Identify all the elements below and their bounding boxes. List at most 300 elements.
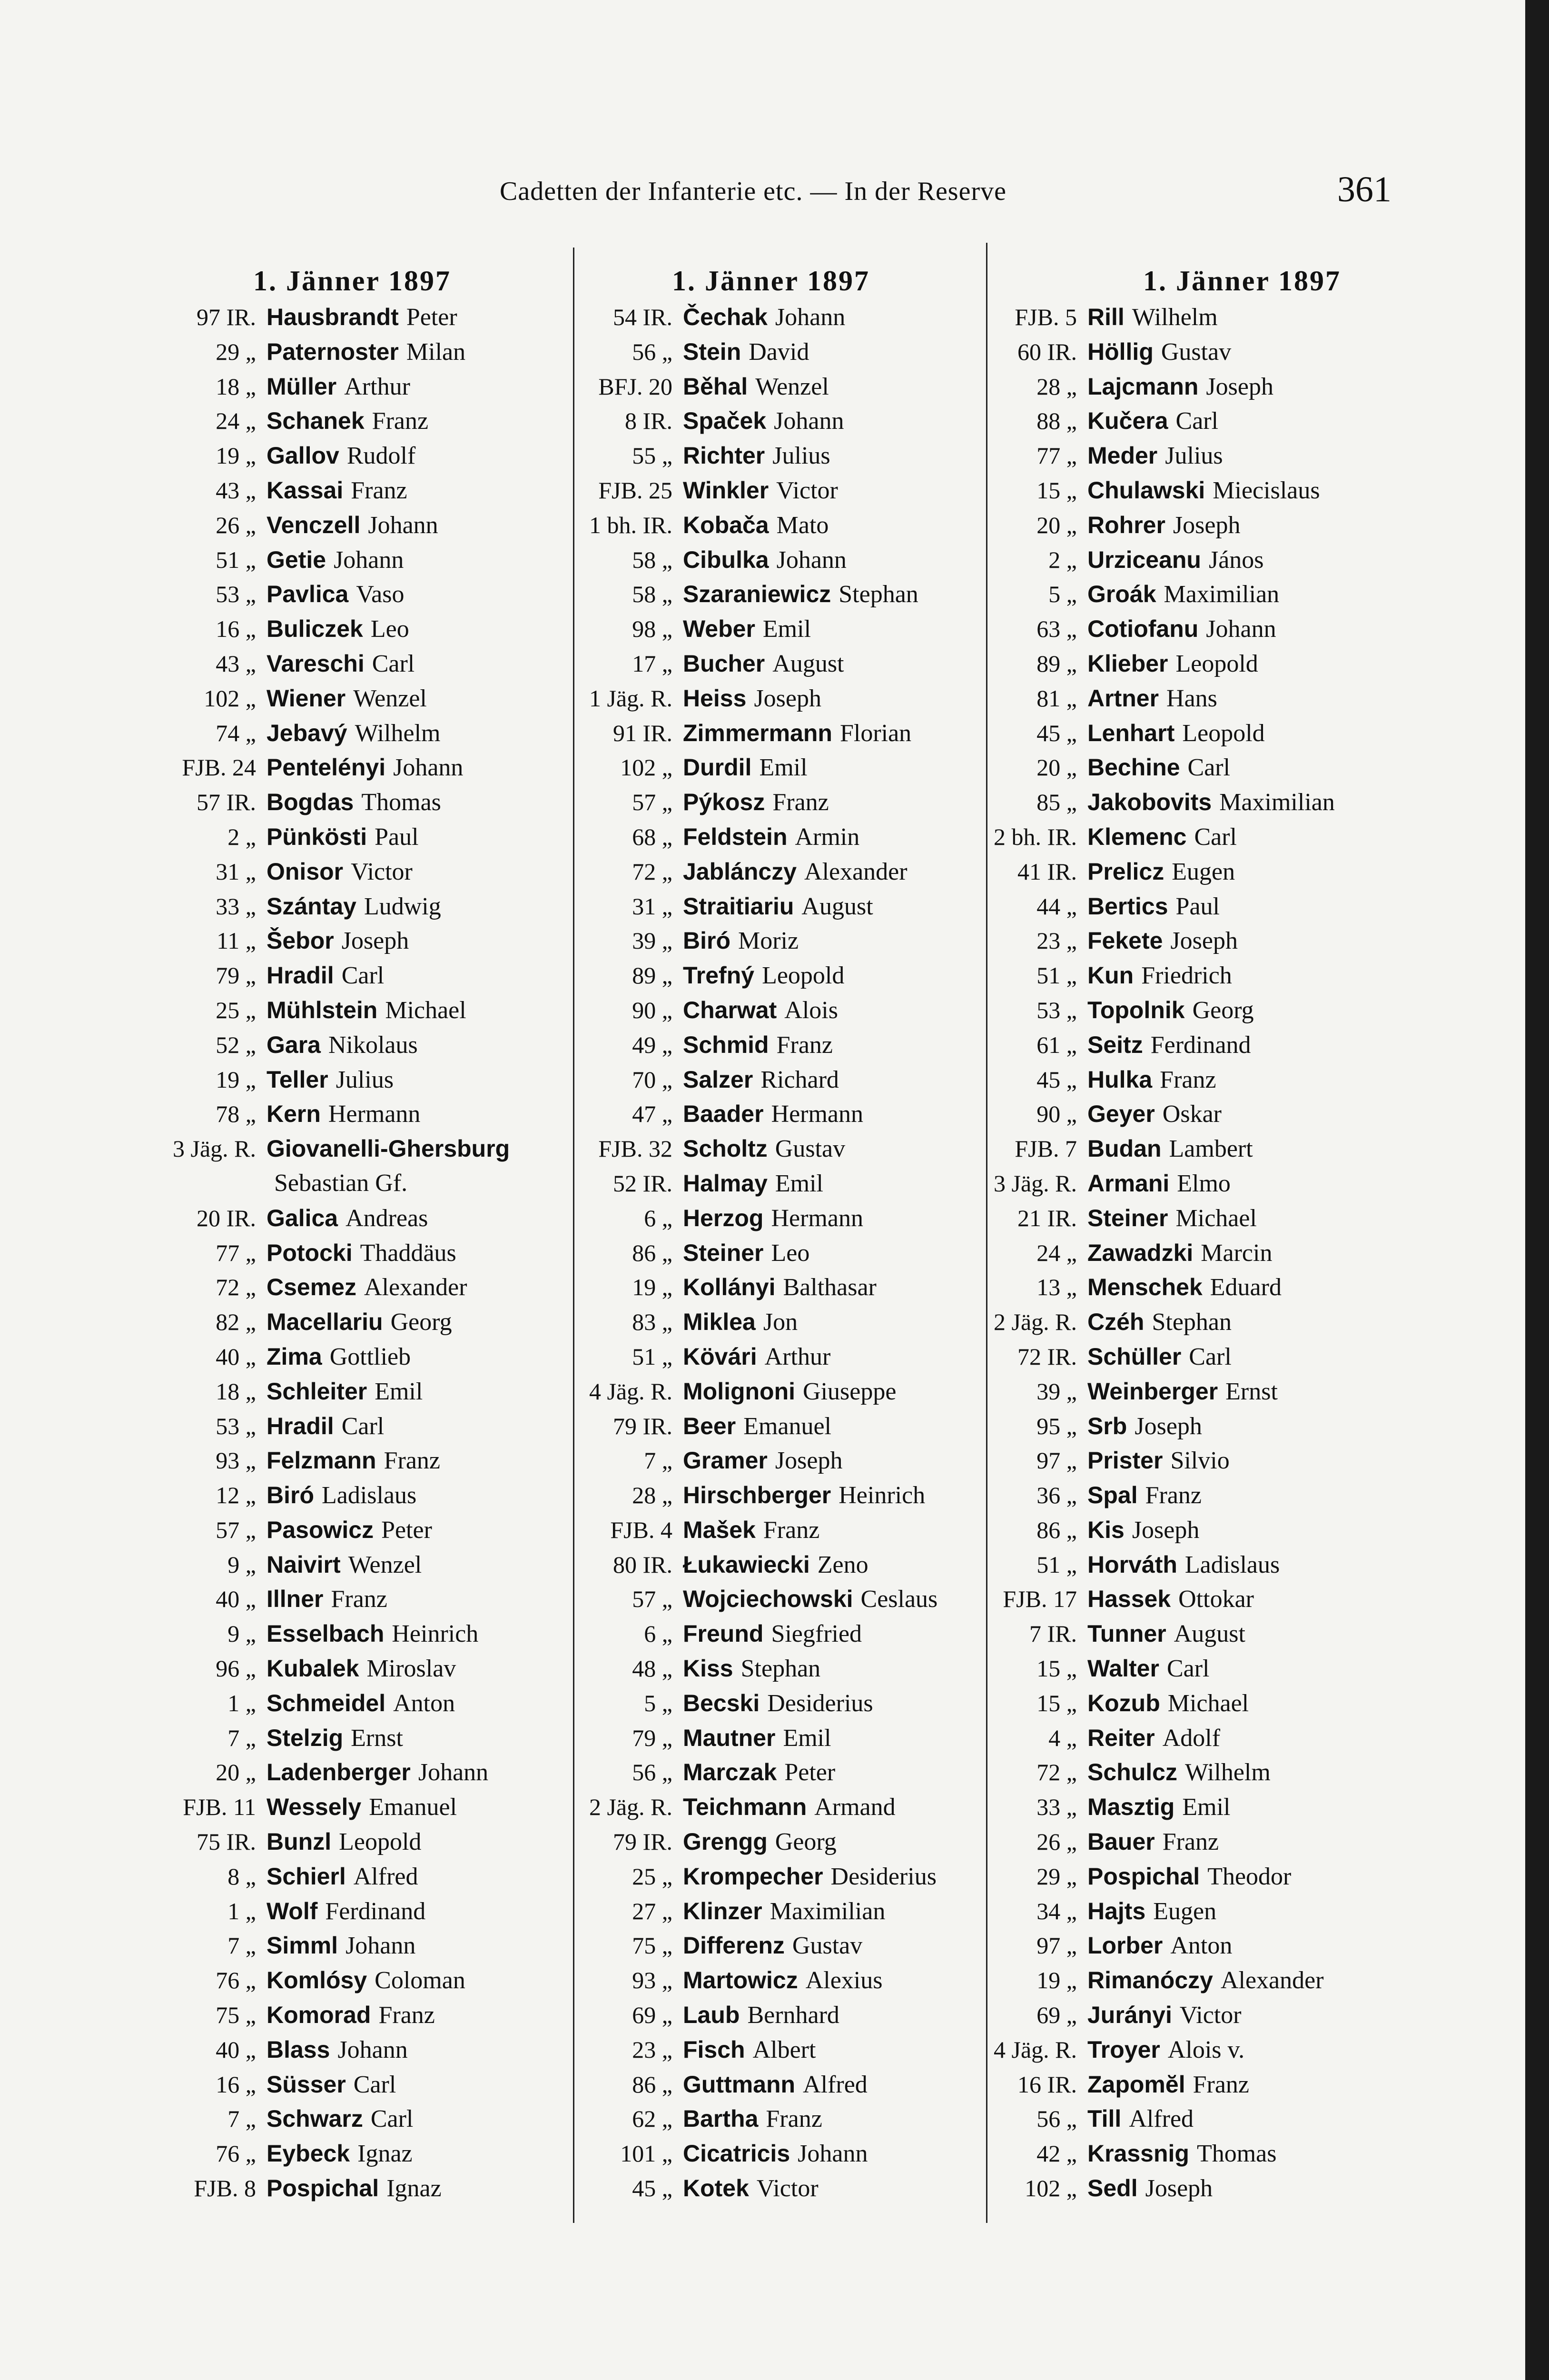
entry-unit: 72 „ xyxy=(1036,1759,1077,1786)
entry-unit: 53 „ xyxy=(1036,996,1077,1023)
list-entry xyxy=(980,1616,1504,1651)
entry-surname: Czéh xyxy=(1087,1309,1144,1336)
entry-surname: Freund xyxy=(683,1620,764,1647)
entry-given-name: Peter xyxy=(406,304,457,331)
entry-surname: Sedl xyxy=(1087,2175,1138,2202)
entry-surname: Durdil xyxy=(683,754,752,781)
entry-surname: Armani xyxy=(1087,1170,1170,1197)
list-entry xyxy=(980,1236,1504,1270)
entry-surname: Guttmann xyxy=(683,2071,796,2098)
entry-given-name: Johann xyxy=(334,546,404,574)
entry-unit: FJB. 8 xyxy=(194,2175,256,2202)
entry-unit: 7 IR. xyxy=(1029,1620,1077,1647)
list-entry xyxy=(566,1270,976,1305)
entry-unit: 18 „ xyxy=(216,1378,256,1405)
entry-given-name: Giuseppe xyxy=(803,1378,897,1405)
entry-unit: 53 „ xyxy=(216,581,256,608)
entry-given-name: Maximilian xyxy=(1219,789,1335,816)
entry-given-name: Carl xyxy=(341,962,385,990)
entry-surname: Lenhart xyxy=(1087,719,1175,746)
entry-unit: 15 „ xyxy=(1036,1689,1077,1716)
entry-given-name: Lambert xyxy=(1169,1135,1253,1163)
list-entry xyxy=(143,1790,562,1825)
entry-surname: Müller xyxy=(266,373,337,400)
list-entry xyxy=(566,1616,976,1651)
list-entry xyxy=(980,1305,1504,1339)
entry-given-name: Moriz xyxy=(738,927,799,955)
entry-given-name: Andreas xyxy=(345,1204,428,1232)
entry-unit: 81 „ xyxy=(1036,684,1077,712)
entry-surname: Cotiofanu xyxy=(1087,615,1199,643)
list-entry xyxy=(566,889,976,924)
entry-given-name: Leopold xyxy=(339,1828,422,1856)
list-entry xyxy=(980,1062,1504,1097)
entry-unit: 61 „ xyxy=(1036,1031,1077,1058)
entry-given-name: Hans xyxy=(1166,684,1217,712)
entry-surname: Naivirt xyxy=(266,1551,341,1578)
entry-given-name: Rudolf xyxy=(346,442,416,470)
list-entry xyxy=(143,2067,562,2102)
entry-surname: Salzer xyxy=(683,1066,753,1093)
entry-unit: 4 „ xyxy=(1048,1724,1077,1751)
entry-surname: Kövári xyxy=(683,1343,757,1370)
list-entry xyxy=(980,923,1504,958)
entry-unit: 34 „ xyxy=(1036,1897,1077,1924)
entry-unit: 19 „ xyxy=(216,1066,256,1093)
entry-given-name: Coloman xyxy=(375,1967,465,1994)
entry-given-name: Elmo xyxy=(1177,1170,1231,1197)
column-1 xyxy=(143,262,562,2206)
entry-surname: Łukawiecki xyxy=(683,1551,810,1578)
list-entry xyxy=(143,854,562,889)
entry-given-name: Victor xyxy=(756,2175,819,2202)
entry-given-name: Emil xyxy=(1182,1794,1231,1821)
entry-surname: Běhal xyxy=(683,373,748,400)
list-entry xyxy=(143,1616,562,1651)
entry-unit: 1 „ xyxy=(227,1897,256,1924)
entry-given-name: Alexander xyxy=(1220,1967,1324,1994)
running-header: Cadetten der Infanterie etc. — In der Reserve xyxy=(500,177,1006,206)
list-entry xyxy=(980,889,1504,924)
list-entry xyxy=(566,1339,976,1374)
entry-unit: 1 bh. IR. xyxy=(589,511,672,538)
entry-given-name: Zeno xyxy=(817,1551,868,1578)
entry-given-name: Leo xyxy=(771,1239,810,1267)
entry-given-name: Albert xyxy=(752,2036,816,2063)
entry-unit: 79 „ xyxy=(632,1724,672,1751)
entry-given-name: Marcin xyxy=(1201,1239,1273,1267)
list-entry xyxy=(980,1963,1504,1998)
list-entry xyxy=(566,646,976,681)
entry-surname: Szaraniewicz xyxy=(683,581,831,608)
entry-surname: Teller xyxy=(266,1066,328,1093)
entry-surname: Lajcmann xyxy=(1087,373,1199,400)
list-entry xyxy=(980,1582,1504,1616)
list-entry xyxy=(566,543,976,577)
list-entry xyxy=(980,369,1504,404)
list-entry xyxy=(980,1998,1504,2033)
list-entry xyxy=(566,1478,976,1513)
list-entry xyxy=(980,1339,1504,1374)
list-entry xyxy=(143,1443,562,1478)
list-entry xyxy=(143,1201,562,1236)
list-entry xyxy=(143,1339,562,1374)
list-entry xyxy=(566,1547,976,1582)
entry-surname: Winkler xyxy=(683,476,769,504)
entry-given-name: Gustav xyxy=(775,1135,846,1163)
entry-given-name: Maximilian xyxy=(770,1897,886,1925)
page-number: 361 xyxy=(1337,169,1391,209)
entry-unit: 79 IR. xyxy=(613,1412,672,1439)
entry-unit: 51 „ xyxy=(216,546,256,573)
entry-unit: 52 IR. xyxy=(613,1170,672,1197)
column-title: 1. Jänner 1897 xyxy=(253,265,451,297)
entry-unit: 21 IR. xyxy=(1017,1204,1077,1231)
entry-unit: 2 Jäg. R. xyxy=(994,1309,1077,1336)
entry-given-name: Julius xyxy=(772,442,830,470)
list-entry xyxy=(980,438,1504,473)
entry-surname: Klinzer xyxy=(683,1897,762,1924)
entry-surname: Richter xyxy=(683,442,765,469)
list-entry xyxy=(980,1478,1504,1513)
entry-unit: BFJ. 20 xyxy=(598,373,672,400)
list-entry xyxy=(980,1825,1504,1859)
entry-surname: Pasowicz xyxy=(266,1516,374,1543)
list-entry xyxy=(566,369,976,404)
entry-given-name: Alfred xyxy=(1129,2105,1194,2133)
entry-given-name: Leopold xyxy=(1175,650,1258,677)
entry-given-name: Wilhelm xyxy=(1184,1759,1271,1786)
entry-surname: Bucher xyxy=(683,650,765,677)
entry-given-name: Ladislaus xyxy=(1184,1551,1280,1578)
list-entry xyxy=(980,1409,1504,1444)
entry-surname: Troyer xyxy=(1087,2036,1160,2063)
entry-surname: Topolnik xyxy=(1087,996,1185,1023)
entry-unit: 20 „ xyxy=(1036,511,1077,538)
entry-given-name: Johann xyxy=(337,2036,408,2063)
entry-unit: 76 „ xyxy=(216,1967,256,1994)
entry-unit: 33 „ xyxy=(216,892,256,920)
list-entry xyxy=(143,1166,562,1201)
list-entry xyxy=(566,1721,976,1755)
list-entry xyxy=(566,1305,976,1339)
entry-unit: 58 „ xyxy=(632,581,672,608)
entry-given-name: Emil xyxy=(775,1170,823,1197)
entry-surname: Zimmermann xyxy=(683,719,832,746)
entry-surname: Pentelényi xyxy=(266,754,386,781)
entry-given-name: August xyxy=(801,892,873,920)
list-entry xyxy=(980,1928,1504,1963)
list-entry xyxy=(980,1097,1504,1131)
list-entry xyxy=(566,958,976,993)
entry-surname: Venczell xyxy=(266,511,361,538)
entry-unit: 97 „ xyxy=(1036,1932,1077,1959)
entry-surname: Straitiariu xyxy=(683,892,794,920)
entry-given-name: Joseph xyxy=(1135,1412,1202,1440)
entry-given-name: Georg xyxy=(390,1309,452,1336)
list-entry xyxy=(143,2102,562,2136)
entry-given-name: Joseph xyxy=(341,927,409,955)
list-entry xyxy=(566,993,976,1028)
entry-given-name: Carl xyxy=(372,650,415,677)
entry-given-name: Stephan xyxy=(839,581,918,608)
entry-given-name: Alois xyxy=(784,996,838,1024)
list-entry xyxy=(980,2033,1504,2067)
entry-unit: 57 IR. xyxy=(197,789,256,816)
column-title: 1. Jänner 1897 xyxy=(1143,265,1341,297)
list-entry xyxy=(566,1755,976,1790)
entry-unit: 36 „ xyxy=(1036,1482,1077,1509)
entry-given-name: Ferdinand xyxy=(325,1897,426,1925)
list-entry xyxy=(980,1894,1504,1929)
entry-unit: 78 „ xyxy=(216,1101,256,1128)
entry-given-name: Desiderius xyxy=(830,1863,937,1890)
list-entry xyxy=(980,2067,1504,2102)
list-entry xyxy=(566,335,976,369)
entry-given-name: August xyxy=(1174,1620,1245,1648)
entry-unit: 25 „ xyxy=(632,1863,672,1890)
entry-unit: FJB. 24 xyxy=(182,754,256,781)
list-entry xyxy=(980,681,1504,716)
entry-unit: 2 Jäg. R. xyxy=(589,1794,672,1821)
entry-unit: 75 IR. xyxy=(197,1828,256,1855)
list-entry xyxy=(980,2102,1504,2136)
list-entry xyxy=(143,820,562,854)
entry-unit: 6 „ xyxy=(644,1620,672,1647)
list-entry xyxy=(566,438,976,473)
entry-unit: 51 „ xyxy=(632,1343,672,1370)
entry-given-name: Joseph xyxy=(754,684,821,712)
entry-surname: Jurányi xyxy=(1087,2002,1172,2029)
entry-unit: 7 „ xyxy=(644,1447,672,1474)
entry-unit: 40 „ xyxy=(216,1343,256,1370)
entry-surname: Herzog xyxy=(683,1204,764,1231)
list-entry xyxy=(566,1166,976,1201)
entry-unit: 25 „ xyxy=(216,996,256,1023)
entry-surname: Schmid xyxy=(683,1031,769,1058)
list-entry xyxy=(566,1894,976,1929)
entry-surname: Bauer xyxy=(1087,1828,1155,1855)
entry-surname: Kotek xyxy=(683,2175,749,2202)
entry-surname: Till xyxy=(1087,2105,1122,2132)
entry-unit: 29 „ xyxy=(1036,1863,1077,1890)
list-entry xyxy=(566,1236,976,1270)
entry-given-name: Ludwig xyxy=(364,892,441,920)
entry-unit: 23 „ xyxy=(632,2036,672,2063)
list-entry xyxy=(980,2136,1504,2171)
entry-unit: 63 „ xyxy=(1036,615,1077,643)
entry-given-name: Armand xyxy=(814,1794,896,1821)
list-entry xyxy=(980,958,1504,993)
entry-given-name: Victor xyxy=(351,858,413,885)
entry-unit: 75 „ xyxy=(632,1932,672,1959)
list-entry xyxy=(980,300,1504,335)
entry-unit: 4 Jäg. R. xyxy=(994,2036,1077,2063)
entry-given-name: Emil xyxy=(762,615,811,643)
entry-surname: Marczak xyxy=(683,1759,777,1786)
entry-given-name: János xyxy=(1208,546,1264,574)
entry-surname: Prelicz xyxy=(1087,858,1164,885)
list-entry xyxy=(143,750,562,785)
entry-surname: Scholtz xyxy=(683,1135,768,1162)
entry-surname: Heiss xyxy=(683,684,747,712)
entry-surname: Grengg xyxy=(683,1828,768,1855)
entry-surname: Galica xyxy=(266,1204,338,1231)
page-edge xyxy=(1525,0,1549,2380)
entry-unit: 86 „ xyxy=(632,1239,672,1266)
entry-unit: 57 „ xyxy=(632,789,672,816)
list-entry xyxy=(143,1894,562,1929)
entry-unit: 24 „ xyxy=(216,407,256,435)
entry-unit: 17 „ xyxy=(632,650,672,677)
list-entry xyxy=(566,300,976,335)
list-entry xyxy=(143,716,562,751)
entry-given-name: Wenzel xyxy=(755,373,829,400)
entry-unit: 8 „ xyxy=(227,1863,256,1890)
entry-surname: Molignoni xyxy=(683,1378,796,1405)
list-entry xyxy=(143,543,562,577)
entry-unit: 74 „ xyxy=(216,719,256,746)
entry-given-name: Gottlieb xyxy=(329,1343,411,1370)
entry-given-name: Stephan xyxy=(1152,1309,1232,1336)
entry-surname: Süsser xyxy=(266,2071,346,2098)
entry-surname: Lorber xyxy=(1087,1932,1163,1959)
list-entry xyxy=(566,1131,976,1166)
entry-unit: FJB. 32 xyxy=(598,1135,672,1162)
entry-given-name: Georg xyxy=(775,1828,837,1856)
entry-given-name: Florian xyxy=(839,719,912,747)
entry-surname: Kobača xyxy=(683,511,769,538)
entry-unit: 31 „ xyxy=(632,892,672,920)
entry-surname: Walter xyxy=(1087,1655,1159,1682)
entry-given-name: Paul xyxy=(375,823,419,851)
entry-surname: Onisor xyxy=(266,858,344,885)
entry-surname: Baader xyxy=(683,1101,764,1128)
entry-surname: Rimanóczy xyxy=(1087,1967,1213,1994)
entry-given-name: Bernhard xyxy=(747,2002,839,2029)
list-entry xyxy=(143,577,562,612)
entry-surname: Seitz xyxy=(1087,1031,1143,1058)
list-entry xyxy=(566,1513,976,1547)
entry-unit: 42 „ xyxy=(1036,2140,1077,2167)
entry-surname: Menschek xyxy=(1087,1274,1203,1301)
entry-surname: Csemez xyxy=(266,1274,356,1301)
entry-given-name: Nikolaus xyxy=(328,1031,418,1059)
list-entry xyxy=(980,335,1504,369)
entry-unit: 49 „ xyxy=(632,1031,672,1058)
list-entry xyxy=(143,1928,562,1963)
entry-surname: Trefný xyxy=(683,962,755,989)
list-entry xyxy=(566,854,976,889)
list-entry xyxy=(143,785,562,820)
entry-surname: Groák xyxy=(1087,581,1156,608)
list-entry xyxy=(980,820,1504,854)
list-entry xyxy=(143,1547,562,1582)
list-entry xyxy=(143,438,562,473)
list-entry xyxy=(143,1755,562,1790)
entry-given-name: Maximilian xyxy=(1164,581,1280,608)
entry-surname: Urziceanu xyxy=(1087,546,1201,573)
entry-given-name: Wenzel xyxy=(353,684,427,712)
entry-surname: Laub xyxy=(683,2002,740,2029)
entry-given-name: Johann xyxy=(776,546,847,574)
list-entry xyxy=(143,993,562,1028)
entry-unit: 5 „ xyxy=(644,1689,672,1716)
entry-unit: 47 „ xyxy=(632,1101,672,1128)
entry-given-name: Heinrich xyxy=(392,1620,479,1648)
list-entry xyxy=(980,1201,1504,1236)
entry-given-name: Carl xyxy=(370,2105,414,2133)
entry-surname: Steiner xyxy=(683,1239,764,1266)
entry-unit: 72 „ xyxy=(216,1274,256,1301)
entry-given-name: Ignaz xyxy=(357,2140,413,2168)
entry-surname: Kozub xyxy=(1087,1689,1160,1716)
entry-unit: 19 „ xyxy=(1036,1967,1077,1994)
entry-unit: 70 „ xyxy=(632,1066,672,1093)
entry-given-name: Franz xyxy=(331,1586,387,1613)
entry-surname: Šebor xyxy=(266,927,334,954)
column-title: 1. Jänner 1897 xyxy=(672,265,870,297)
entry-unit: FJB. 17 xyxy=(1003,1586,1077,1613)
list-entry xyxy=(143,923,562,958)
entry-given-name: Thomas xyxy=(1196,2140,1277,2168)
list-entry xyxy=(980,473,1504,508)
entry-surname: Beer xyxy=(683,1412,736,1439)
entry-unit: 18 „ xyxy=(216,373,256,400)
entry-given-name: Hermann xyxy=(328,1101,421,1128)
entry-given-name: Peter xyxy=(784,1759,836,1786)
list-entry xyxy=(566,1028,976,1062)
list-entry xyxy=(980,1028,1504,1062)
entry-given-name: Wilhelm xyxy=(355,719,441,747)
entry-surname: Mautner xyxy=(683,1724,776,1751)
entry-given-name: Alfred xyxy=(353,1863,418,1890)
entry-given-name: Ottokar xyxy=(1178,1586,1254,1613)
entry-surname: Cibulka xyxy=(683,546,769,573)
entry-surname: Budan xyxy=(1087,1135,1162,1162)
entry-surname: Wolf xyxy=(266,1897,318,1924)
entry-unit: FJB. 7 xyxy=(1015,1135,1077,1162)
entry-given-name: Stephan xyxy=(740,1655,821,1683)
entry-unit: 5 „ xyxy=(1048,581,1077,608)
entry-surname: Schmeidel xyxy=(266,1689,386,1716)
entry-unit: 51 „ xyxy=(1036,962,1077,989)
list-entry xyxy=(980,508,1504,543)
entry-unit: 29 „ xyxy=(216,338,256,365)
entry-given-name: Alexander xyxy=(364,1274,467,1301)
entry-surname: Hausbrandt xyxy=(266,304,399,330)
entry-unit: 20 IR. xyxy=(197,1204,256,1231)
entry-surname: Getie xyxy=(266,546,326,573)
list-entry xyxy=(980,1547,1504,1582)
entry-surname: Jebavý xyxy=(266,719,347,746)
entry-unit: 41 IR. xyxy=(1017,858,1077,885)
entry-unit: 7 „ xyxy=(227,1932,256,1959)
list-entry xyxy=(143,889,562,924)
entry-unit: 52 „ xyxy=(216,1031,256,1058)
entry-given-name: Adolf xyxy=(1162,1724,1221,1752)
entry-surname: Pýkosz xyxy=(683,789,765,816)
list-entry xyxy=(143,1236,562,1270)
entry-given-name: Arthur xyxy=(764,1343,831,1370)
list-entry xyxy=(143,1651,562,1686)
entry-unit: 79 IR. xyxy=(613,1828,672,1855)
entry-surname: Kiss xyxy=(683,1655,733,1682)
entry-given-name: Joseph xyxy=(1170,927,1238,955)
entry-unit: 90 „ xyxy=(632,996,672,1023)
entry-surname: Gara xyxy=(266,1031,321,1058)
entry-surname: Reiter xyxy=(1087,1724,1155,1751)
